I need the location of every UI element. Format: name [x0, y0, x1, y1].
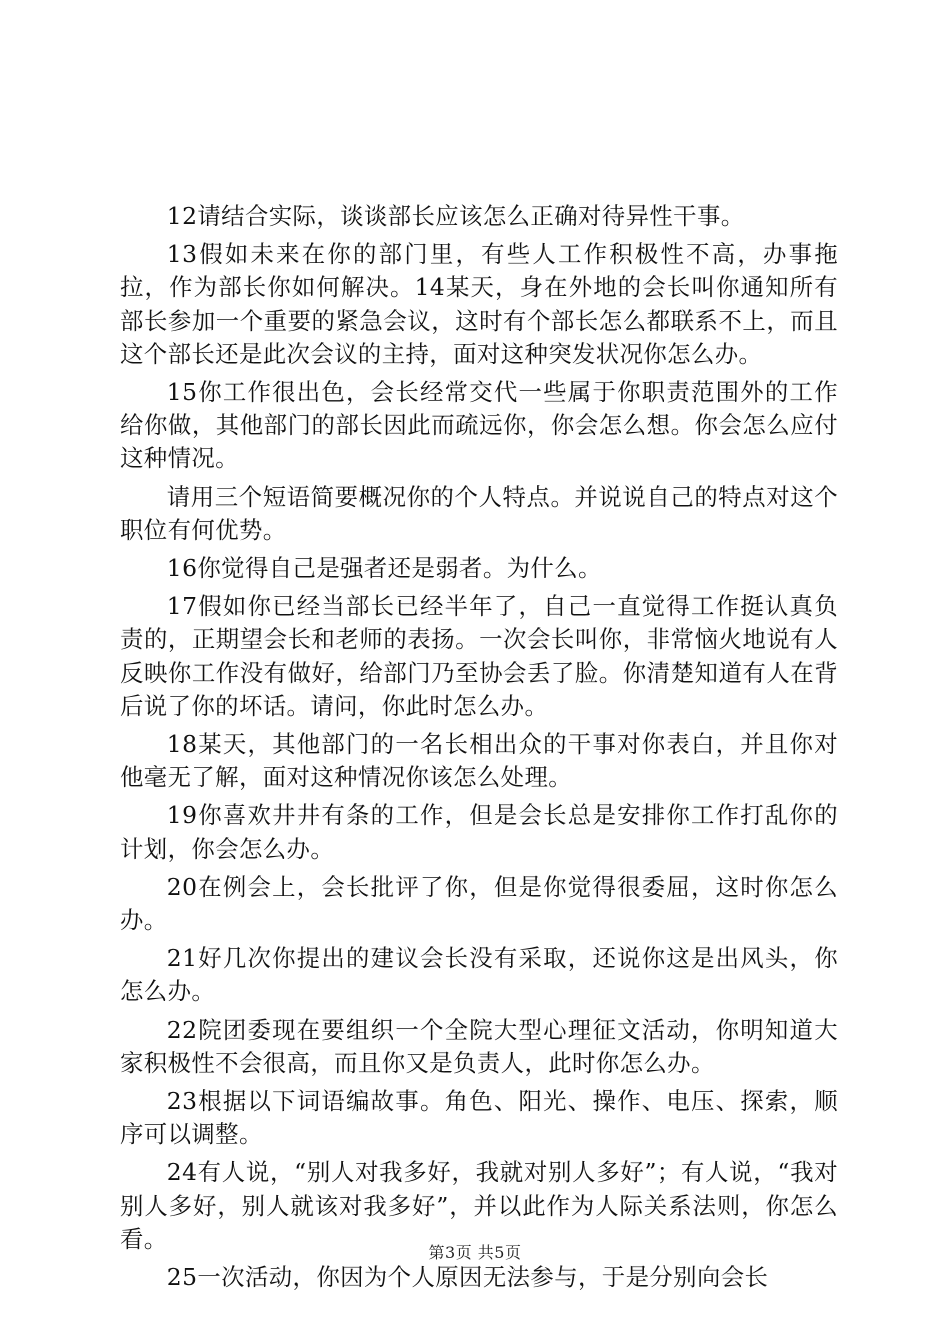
- page-number-footer: 第3页 共5页: [428, 1243, 522, 1262]
- question-19: 19你喜欢井井有条的工作，但是会长总是安排你工作打乱你的计划，你会怎么办。: [120, 801, 838, 863]
- question-22: 22院团委现在要组织一个全院大型心理征文活动，你明知道大家积极性不会很高，而且你又是负责人，此时你怎么办。: [120, 1015, 838, 1077]
- document-body: [120, 200, 838, 1299]
- question-25: 25一次活动，你因为个人原因无法参与，于是分别向会长: [166, 1263, 769, 1292]
- question-20: 20在例会上，会长批评了你，但是你觉得很委屈，这时你怎么办。: [120, 872, 838, 935]
- question-16: 16你觉得自己是强者还是弱者。为什么。: [166, 554, 602, 583]
- question-24: 24有人说，“别人对我多好，我就对别人多好”；有人说，“我对别人多好，别人就该对我多好”，并以此作为人际关系法则，你怎么看。: [120, 1158, 838, 1253]
- question-personal-traits: 请用三个短语简要概况你的个人特点。并说说自己的特点对这个职位有何优势。: [120, 482, 838, 544]
- question-23: 23根据以下词语编故事。角色、阳光、操作、电压、探索，顺序可以调整。: [120, 1087, 838, 1149]
- question-12: 12请结合实际，谈谈部长应该怎么正确对待异性干事。: [166, 202, 745, 230]
- question-13-14: 13假如未来在你的部门里，有些人工作积极性不高，办事拖拉，作为部长你如何解决。14某天，身在外地的会长叫你通知所有部长参加一个重要的紧急会议，这时有个部长怎么都联系不上，而且这个部长还是此次会议的主持，面对这种突发状况你怎么办。: [120, 240, 838, 368]
- question-15: 15你工作很出色，会长经常交代一些属于你职责范围外的工作给你做，其他部门的部长因此而疏远你，你会怎么想。你会怎么应付这种情况。: [120, 378, 838, 473]
- question-21: 21好几次你提出的建议会长没有采取，还说你这是出风头，你怎么办。: [120, 944, 838, 1006]
- question-18: 18某天，其他部门的一名长相出众的干事对你表白，并且你对他毫无了解，面对这种情况你该怎么处理。: [120, 730, 838, 792]
- question-17: 17假如你已经当部长已经半年了，自己一直觉得工作挺认真负责的，正期望会长和老师的表扬。一次会长叫你，非常恼火地说有人反映你工作没有做好，给部门乃至协会丢了脸。你清楚知道有人在背后说了你的坏话。请问，你此时怎么办。: [120, 592, 838, 720]
